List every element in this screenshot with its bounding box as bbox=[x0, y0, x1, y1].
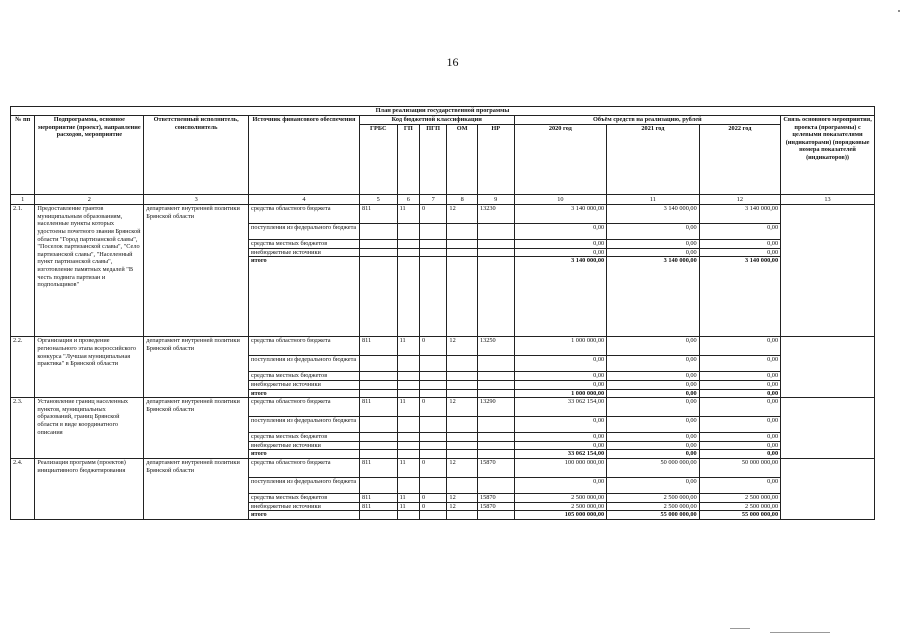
funding-source: средства областного бюджета bbox=[249, 205, 360, 224]
code-pgp bbox=[419, 417, 446, 433]
value-2022: 0,00 bbox=[699, 224, 780, 240]
code-grbs bbox=[359, 356, 397, 372]
value-2022: 0,00 bbox=[699, 441, 780, 450]
column-number-row bbox=[11, 194, 875, 205]
funding-source: средства местных бюджетов bbox=[249, 433, 360, 442]
column-number: 4 bbox=[249, 194, 360, 205]
code-grbs: 811 bbox=[359, 502, 397, 511]
code-nr bbox=[477, 477, 514, 493]
value-2020: 0,00 bbox=[514, 417, 607, 433]
code-om bbox=[447, 248, 478, 257]
column-number: 1 bbox=[11, 194, 35, 205]
code-grbs bbox=[359, 248, 397, 257]
value-2021: 0,00 bbox=[607, 389, 700, 398]
header-source: Источник финансового обеспечения bbox=[249, 116, 360, 195]
code-grbs: 811 bbox=[359, 337, 397, 356]
item-number: 2.4. bbox=[11, 458, 35, 519]
value-2020: 0,00 bbox=[514, 356, 607, 372]
funding-source: средства областного бюджета bbox=[249, 337, 360, 356]
value-2021: 0,00 bbox=[607, 450, 700, 459]
value-2020: 0,00 bbox=[514, 224, 607, 240]
header-gp: ГП bbox=[397, 124, 419, 194]
code-nr bbox=[477, 224, 514, 240]
value-2021: 0,00 bbox=[607, 433, 700, 442]
code-pgp bbox=[419, 380, 446, 389]
value-2021: 50 000 000,00 bbox=[607, 458, 700, 477]
value-2020: 0,00 bbox=[514, 380, 607, 389]
funding-source: средства областного бюджета bbox=[249, 398, 360, 417]
column-number: 7 bbox=[419, 194, 446, 205]
value-2022: 0,00 bbox=[699, 433, 780, 442]
code-gp: 11 bbox=[397, 205, 419, 224]
value-2021: 0,00 bbox=[607, 372, 700, 381]
value-2020: 0,00 bbox=[514, 433, 607, 442]
code-grbs: 811 bbox=[359, 398, 397, 417]
code-pgp bbox=[419, 441, 446, 450]
code-gp bbox=[397, 417, 419, 433]
code-gp bbox=[397, 257, 419, 337]
value-2020: 100 000 000,00 bbox=[514, 458, 607, 477]
code-gp: 11 bbox=[397, 337, 419, 356]
funding-source: итого bbox=[249, 389, 360, 398]
value-2021: 0,00 bbox=[607, 380, 700, 389]
funding-source: внебюджетные источники bbox=[249, 441, 360, 450]
code-gp: 11 bbox=[397, 502, 419, 511]
value-2020: 2 500 000,00 bbox=[514, 493, 607, 502]
code-nr bbox=[477, 433, 514, 442]
value-2022: 0,00 bbox=[699, 356, 780, 372]
code-nr bbox=[477, 380, 514, 389]
code-pgp bbox=[419, 356, 446, 372]
scan-artifact bbox=[730, 628, 750, 629]
funding-source: средства местных бюджетов bbox=[249, 493, 360, 502]
code-nr bbox=[477, 450, 514, 459]
code-pgp: 0 bbox=[419, 205, 446, 224]
value-2021: 0,00 bbox=[607, 224, 700, 240]
code-om bbox=[447, 257, 478, 337]
code-grbs bbox=[359, 477, 397, 493]
indicator-link bbox=[781, 398, 875, 459]
code-om bbox=[447, 224, 478, 240]
item-number: 2.1. bbox=[11, 205, 35, 337]
value-2020: 2 500 000,00 bbox=[514, 502, 607, 511]
value-2022: 55 000 000,00 bbox=[699, 511, 780, 520]
value-2021: 0,00 bbox=[607, 441, 700, 450]
code-gp bbox=[397, 224, 419, 240]
code-om bbox=[447, 380, 478, 389]
code-grbs bbox=[359, 257, 397, 337]
value-2020: 33 062 154,00 bbox=[514, 398, 607, 417]
value-2021: 3 140 000,00 bbox=[607, 205, 700, 224]
code-grbs bbox=[359, 433, 397, 442]
code-om bbox=[447, 356, 478, 372]
code-gp bbox=[397, 248, 419, 257]
code-om bbox=[447, 511, 478, 520]
header-budget-code: Код бюджетной классификации bbox=[359, 116, 514, 125]
code-grbs bbox=[359, 380, 397, 389]
column-number: 11 bbox=[607, 194, 700, 205]
column-number: 9 bbox=[477, 194, 514, 205]
code-pgp bbox=[419, 257, 446, 337]
value-2020: 3 140 000,00 bbox=[514, 205, 607, 224]
code-gp bbox=[397, 380, 419, 389]
header-link: Связь основного мероприятия, проекта (программы) с целевыми показателями (индикаторами) (порядковые номера показателей (индикаторов)) bbox=[781, 116, 875, 195]
code-om: 12 bbox=[447, 502, 478, 511]
funding-source: поступления из федерального бюджета bbox=[249, 224, 360, 240]
code-gp bbox=[397, 450, 419, 459]
item-name: Предоставление грантов муниципальным образованиям, населенные пункты которых удостоены почетного звания Брянской области "Город партизанской славы", "Поселок партизанской славы", "Село партизанской славы", "Населенный пункт партизанской славы", изготовление памятных медалей "В честь подвига партизан и подпольщиков" bbox=[35, 205, 144, 337]
column-number: 13 bbox=[781, 194, 875, 205]
item-name: Реализация программ (проектов) инициативного бюджетирования bbox=[35, 458, 144, 519]
column-number: 10 bbox=[514, 194, 607, 205]
column-number: 2 bbox=[35, 194, 144, 205]
funding-source: итого bbox=[249, 511, 360, 520]
program-plan-table bbox=[10, 106, 875, 520]
code-om: 12 bbox=[447, 205, 478, 224]
value-2020: 1 000 000,00 bbox=[514, 337, 607, 356]
code-nr bbox=[477, 248, 514, 257]
value-2020: 0,00 bbox=[514, 441, 607, 450]
code-pgp bbox=[419, 433, 446, 442]
code-nr: 15870 bbox=[477, 493, 514, 502]
code-pgp: 0 bbox=[419, 398, 446, 417]
value-2021: 0,00 bbox=[607, 337, 700, 356]
header-no: № пп bbox=[11, 116, 35, 195]
code-grbs: 811 bbox=[359, 493, 397, 502]
value-2021: 0,00 bbox=[607, 417, 700, 433]
header-subprogram: Подпрограмма, основное мероприятие (проект), направление расходов, мероприятие bbox=[35, 116, 144, 195]
funding-source: поступления из федерального бюджета bbox=[249, 477, 360, 493]
column-number: 5 bbox=[359, 194, 397, 205]
header-2020: 2020 год bbox=[514, 124, 607, 194]
code-pgp bbox=[419, 224, 446, 240]
code-pgp: 0 bbox=[419, 337, 446, 356]
code-nr: 13290 bbox=[477, 398, 514, 417]
code-nr bbox=[477, 389, 514, 398]
code-om bbox=[447, 477, 478, 493]
table-row bbox=[11, 205, 875, 224]
code-om bbox=[447, 450, 478, 459]
value-2021: 2 500 000,00 bbox=[607, 493, 700, 502]
code-gp bbox=[397, 356, 419, 372]
item-executor: департамент внутренней политики Брянской области bbox=[144, 205, 249, 337]
item-number: 2.3. bbox=[11, 398, 35, 459]
value-2020: 0,00 bbox=[514, 477, 607, 493]
funding-source: средства местных бюджетов bbox=[249, 240, 360, 249]
code-pgp bbox=[419, 511, 446, 520]
code-nr: 13250 bbox=[477, 337, 514, 356]
code-gp bbox=[397, 433, 419, 442]
code-grbs bbox=[359, 417, 397, 433]
header-executor: Ответственный исполнитель, соисполнитель bbox=[144, 116, 249, 195]
code-gp: 11 bbox=[397, 398, 419, 417]
scan-artifact bbox=[898, 10, 900, 12]
code-pgp bbox=[419, 372, 446, 381]
code-pgp bbox=[419, 477, 446, 493]
table-title: План реализации государственной программы bbox=[11, 107, 875, 116]
code-nr bbox=[477, 240, 514, 249]
code-gp: 11 bbox=[397, 493, 419, 502]
value-2020: 0,00 bbox=[514, 240, 607, 249]
header-grbs: ГРБС bbox=[359, 124, 397, 194]
value-2022: 0,00 bbox=[699, 240, 780, 249]
code-nr bbox=[477, 511, 514, 520]
code-om: 12 bbox=[447, 458, 478, 477]
code-nr: 15870 bbox=[477, 458, 514, 477]
value-2020: 1 000 000,00 bbox=[514, 389, 607, 398]
table-row bbox=[11, 398, 875, 417]
code-om bbox=[447, 372, 478, 381]
item-executor: департамент внутренней политики Брянской области bbox=[144, 458, 249, 519]
code-pgp: 0 bbox=[419, 502, 446, 511]
code-grbs bbox=[359, 389, 397, 398]
code-pgp bbox=[419, 240, 446, 249]
value-2020: 105 000 000,00 bbox=[514, 511, 607, 520]
header-om: ОМ bbox=[447, 124, 478, 194]
code-pgp bbox=[419, 248, 446, 257]
item-name: Организация и проведение регионального этапа всероссийского конкурса "Лучшая муниципальная практика" в Брянской области bbox=[35, 337, 144, 398]
value-2021: 0,00 bbox=[607, 398, 700, 417]
value-2022: 0,00 bbox=[699, 337, 780, 356]
code-grbs bbox=[359, 372, 397, 381]
code-om bbox=[447, 417, 478, 433]
value-2021: 3 140 000,00 bbox=[607, 257, 700, 337]
value-2022: 0,00 bbox=[699, 389, 780, 398]
code-nr bbox=[477, 356, 514, 372]
item-name: Установление границ населенных пунктов, муниципальных образований, границ Брянской области в виде координатного описания bbox=[35, 398, 144, 459]
value-2021: 0,00 bbox=[607, 240, 700, 249]
code-gp bbox=[397, 511, 419, 520]
value-2022: 3 140 000,00 bbox=[699, 257, 780, 337]
code-gp bbox=[397, 477, 419, 493]
value-2022: 50 000 000,00 bbox=[699, 458, 780, 477]
indicator-link bbox=[781, 337, 875, 398]
code-pgp: 0 bbox=[419, 493, 446, 502]
value-2020: 33 062 154,00 bbox=[514, 450, 607, 459]
column-number: 12 bbox=[699, 194, 780, 205]
value-2022: 0,00 bbox=[699, 248, 780, 257]
code-grbs bbox=[359, 511, 397, 520]
funding-source: средства местных бюджетов bbox=[249, 372, 360, 381]
table-row bbox=[11, 337, 875, 356]
code-om bbox=[447, 240, 478, 249]
code-pgp bbox=[419, 450, 446, 459]
value-2022: 3 140 000,00 bbox=[699, 205, 780, 224]
value-2020: 3 140 000,00 bbox=[514, 257, 607, 337]
code-om bbox=[447, 433, 478, 442]
column-number: 8 bbox=[447, 194, 478, 205]
code-om: 12 bbox=[447, 398, 478, 417]
value-2021: 0,00 bbox=[607, 248, 700, 257]
funding-source: средства областного бюджета bbox=[249, 458, 360, 477]
code-grbs bbox=[359, 450, 397, 459]
value-2021: 55 000 000,00 bbox=[607, 511, 700, 520]
code-pgp: 0 bbox=[419, 458, 446, 477]
column-number: 6 bbox=[397, 194, 419, 205]
scan-artifact bbox=[770, 632, 830, 633]
header-nr: НР bbox=[477, 124, 514, 194]
value-2020: 0,00 bbox=[514, 372, 607, 381]
funding-source: поступления из федерального бюджета bbox=[249, 417, 360, 433]
code-nr bbox=[477, 441, 514, 450]
indicator-link bbox=[781, 458, 875, 519]
column-number: 3 bbox=[144, 194, 249, 205]
value-2022: 0,00 bbox=[699, 398, 780, 417]
item-executor: департамент внутренней политики Брянской области bbox=[144, 398, 249, 459]
code-gp bbox=[397, 389, 419, 398]
code-grbs: 811 bbox=[359, 458, 397, 477]
code-nr: 13230 bbox=[477, 205, 514, 224]
header-volume: Объём средств на реализацию, рублей bbox=[514, 116, 781, 125]
code-grbs bbox=[359, 441, 397, 450]
header-2022: 2022 год bbox=[699, 124, 780, 194]
value-2022: 0,00 bbox=[699, 477, 780, 493]
value-2021: 0,00 bbox=[607, 356, 700, 372]
code-grbs: 811 bbox=[359, 205, 397, 224]
header-pgp: ПГП bbox=[419, 124, 446, 194]
page-number: 16 bbox=[446, 55, 459, 69]
code-gp bbox=[397, 441, 419, 450]
code-gp: 11 bbox=[397, 458, 419, 477]
code-gp bbox=[397, 240, 419, 249]
code-om: 12 bbox=[447, 493, 478, 502]
code-nr bbox=[477, 417, 514, 433]
funding-source: итого bbox=[249, 450, 360, 459]
funding-source: итого bbox=[249, 257, 360, 337]
item-number: 2.2. bbox=[11, 337, 35, 398]
code-nr bbox=[477, 257, 514, 337]
code-nr: 15870 bbox=[477, 502, 514, 511]
value-2022: 0,00 bbox=[699, 372, 780, 381]
funding-source: внебюджетные источники bbox=[249, 248, 360, 257]
value-2021: 2 500 000,00 bbox=[607, 502, 700, 511]
code-pgp bbox=[419, 389, 446, 398]
code-gp bbox=[397, 372, 419, 381]
code-om: 12 bbox=[447, 337, 478, 356]
table-row bbox=[11, 458, 875, 477]
code-om bbox=[447, 389, 478, 398]
code-om bbox=[447, 441, 478, 450]
value-2022: 2 500 000,00 bbox=[699, 493, 780, 502]
code-nr bbox=[477, 372, 514, 381]
funding-source: внебюджетные источники bbox=[249, 380, 360, 389]
code-grbs bbox=[359, 224, 397, 240]
value-2022: 0,00 bbox=[699, 417, 780, 433]
value-2020: 0,00 bbox=[514, 248, 607, 257]
item-executor: департамент внутренней политики Брянской области bbox=[144, 337, 249, 398]
value-2022: 2 500 000,00 bbox=[699, 502, 780, 511]
value-2021: 0,00 bbox=[607, 477, 700, 493]
value-2022: 0,00 bbox=[699, 380, 780, 389]
header-2021: 2021 год bbox=[607, 124, 700, 194]
code-grbs bbox=[359, 240, 397, 249]
funding-source: поступления из федерального бюджета bbox=[249, 356, 360, 372]
indicator-link bbox=[781, 205, 875, 337]
funding-source: внебюджетные источники bbox=[249, 502, 360, 511]
value-2022: 0,00 bbox=[699, 450, 780, 459]
